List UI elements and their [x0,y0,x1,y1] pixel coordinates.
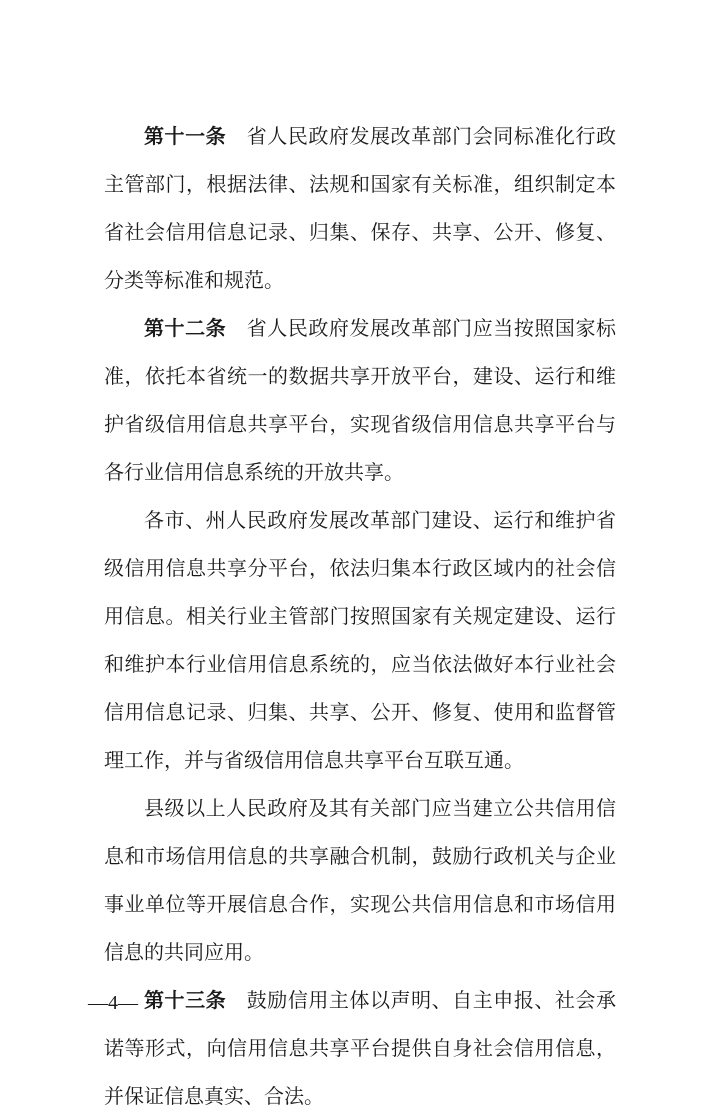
article-text: 鼓励信用主体以声明、自主申报、社会承诺等形式，向信用信息共享平台提供自身社会信用信息，并保证信息真实、合法。 [104,988,617,1108]
article-heading: 第十一条 [144,124,227,148]
article-13 [104,976,616,1120]
article-12 [104,304,616,496]
article-text: 省人民政府发展改革部门应当按照国家标准，依托本省统一的数据共享开放平台，建设、运行和维护省级信用信息共享平台，实现省级信用信息共享平台与各行业信用信息系统的开放共享。 [104,316,617,484]
article-heading: 第十三条 [144,988,227,1012]
document-body [104,112,616,1120]
article-text: 省人民政府发展改革部门会同标准化行政主管部门，根据法律、法规和国家有关标准，组织制定本省社会信用信息记录、归集、保存、共享、公开、修复、分类等标准和规范。 [104,124,617,292]
article-heading: 第十二条 [144,316,227,340]
paragraph-text: 各市、州人民政府发展改革部门建设、运行和维护省级信用信息共享分平台，依法归集本行政区域内的社会信用信息。相关行业主管部门按照国家有关规定建设、运行和维护本行业信用信息系统的，应当依法做好本行业社会信用信息记录、归集、共享、公开、修复、使用和监督管理工作，并与省级信用信息共享平台互联互通。 [104,508,616,772]
article-11 [104,112,616,304]
article-12-paragraph-3 [104,784,616,976]
paragraph-text: 县级以上人民政府及其有关部门应当建立公共信用信息和市场信用信息的共享融合机制，鼓励行政机关与企业事业单位等开展信息合作，实现公共信用信息和市场信用信息的共同应用。 [104,796,616,964]
article-12-paragraph-2 [104,496,616,784]
page-number: —4— [88,992,138,1014]
